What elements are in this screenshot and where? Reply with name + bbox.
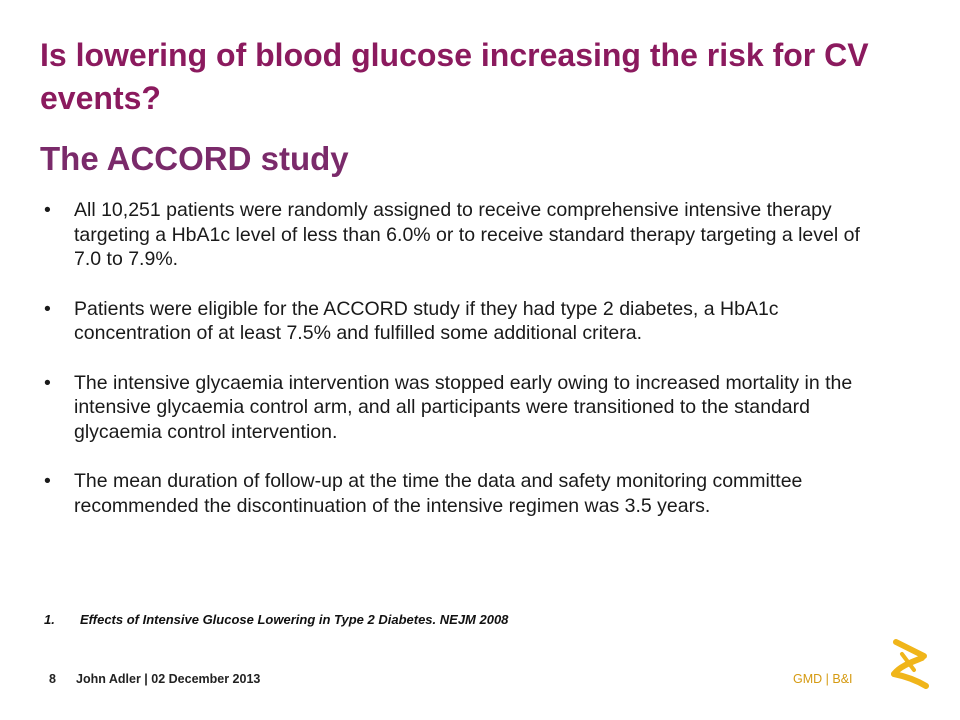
company-logo-icon [882,636,936,690]
bullet-item [44,371,874,445]
bullet-marker: • [44,371,51,394]
reference-text: Effects of Intensive Glucose Lowering in Type 2 Diabetes. NEJM 2008 [80,612,509,627]
reference-number: 1. [44,612,55,627]
bullet-text: Patients were eligible for the ACCORD study if they had type 2 diabetes, a HbA1c concentration of at least 7.5% and fulfilled some additional critera. [74,297,779,344]
slide-title: Is lowering of blood glucose increasing the risk for CV events? [40,37,869,116]
page-number: 8 [49,672,56,686]
bullet-text: All 10,251 patients were randomly assigned to receive comprehensive intensive therapy targeting a HbA1c level of less than 6.0% or to receive standard therapy targeting a level of 7.0 to 7.9%. [74,199,860,270]
bullet-list [44,198,874,543]
footer-department: GMD | B&I [793,672,853,686]
bullet-marker: • [44,199,51,221]
bullet-marker: • [44,297,51,320]
footer-author-date: John Adler | 02 December 2013 [76,672,261,686]
bullet-item [44,469,874,518]
bullet-text: The intensive glycaemia intervention was stopped early owing to increased mortality in the intensive glycaemia control arm, and all participants were transitioned to the standard glycaemia control intervention. [74,371,853,443]
bullet-marker: • [44,470,51,492]
reference-citation [44,612,508,627]
footer-info [49,672,260,686]
bullet-item [44,198,874,272]
bullet-text: The mean duration of follow-up at the time the data and safety monitoring committee recommended the discontinuation of the intensive regimen was 3.5 years. [74,470,803,517]
slide-subtitle: The ACCORD study [40,140,349,177]
bullet-item [44,297,874,346]
